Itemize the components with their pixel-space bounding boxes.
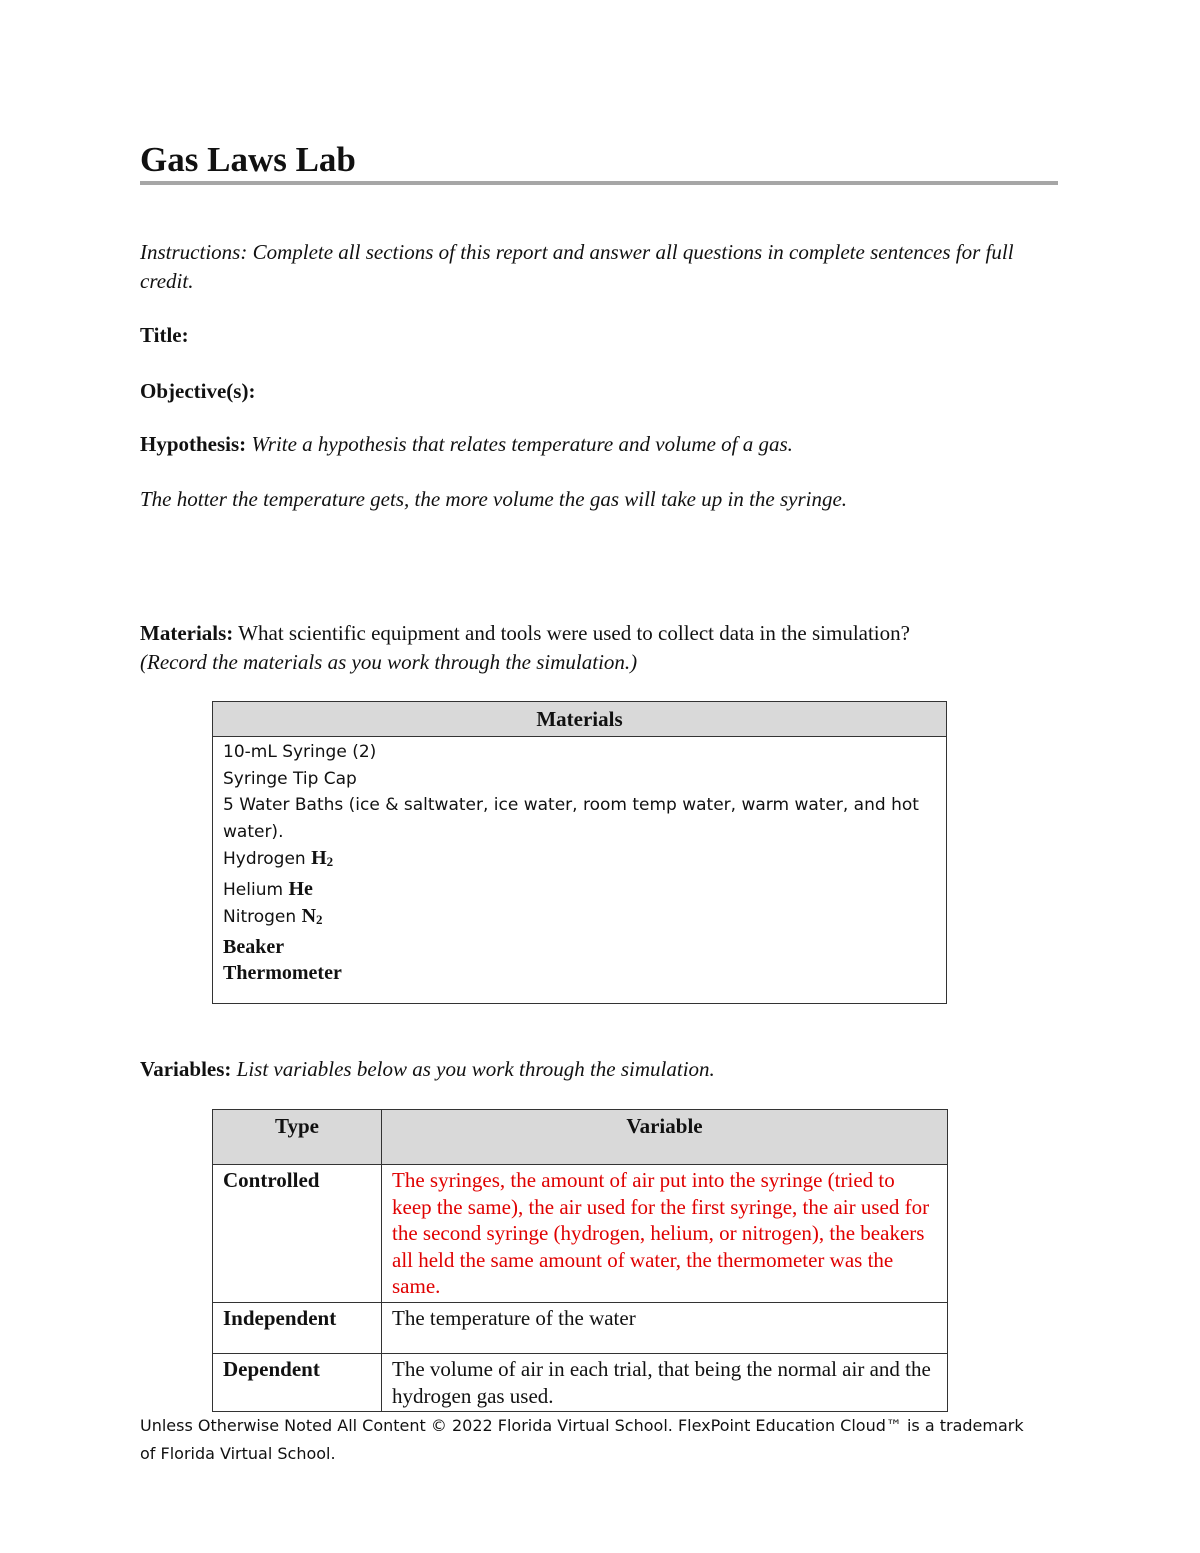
nitrogen-symbol: N [301,905,317,927]
material-item-helium [223,876,936,904]
materials-list [223,739,936,987]
hypothesis-answer: The hotter the temperature gets, the more volume the gas will take up in the syringe. [140,487,848,511]
hydrogen-label: Hydrogen [223,849,306,869]
materials-note: (Record the materials as you work through the simulation.) [140,650,638,674]
variables-label: Variables: [140,1057,232,1081]
hypothesis-prompt: Write a hypothesis that relates temperature and volume of a gas. [251,432,793,456]
variables-line [140,1055,715,1084]
material-item-thermometer: Thermometer [223,962,342,984]
copyright-footer: Unless Otherwise Noted All Content © 2022 Florida Virtual School. FlexPoint Education Cloud™ is a trademark of Florida Virtual School. [140,1416,1024,1463]
helium-formula: He [288,877,313,900]
variables-prompt: List variables below as you work through the simulation. [236,1057,715,1081]
table-row [213,1354,948,1412]
row-variable-controlled: The syringes, the amount of air put into the syringe (tried to keep the same), the air used for the first syringe, the air used for the second syringe (hydrogen, helium, or nitrogen), the beakers all held the same amount of water, the thermometer was the same. [382,1165,948,1303]
material-item-beaker: Beaker [223,935,285,958]
row-type-dependent: Dependent [213,1354,382,1412]
document-title: Gas Laws Lab [140,140,356,179]
objective-label: Objective(s): [140,379,256,403]
material-item-hydrogen [223,845,936,876]
hypothesis-line [140,430,793,459]
nitrogen-label: Nitrogen [223,907,297,927]
row-type-independent: Independent [213,1303,382,1354]
variables-header-variable: Variable [382,1110,948,1165]
materials-label: Materials: [140,621,234,645]
title-label: Title: [140,323,189,347]
row-variable-independent: The temperature of the water [382,1303,948,1354]
hydrogen-symbol: H [311,847,327,869]
row-variable-dependent: The volume of air in each trial, that being the normal air and the hydrogen gas used. [382,1354,948,1412]
hydrogen-formula [311,847,333,869]
table-row [213,1165,948,1303]
materials-line [140,619,910,648]
nitrogen-formula [302,905,323,927]
materials-table-header: Materials [213,702,947,737]
variables-table [212,1109,948,1412]
materials-prompt: What scientific equipment and tools were used to collect data in the simulation? [238,621,910,645]
nitrogen-subscript: 2 [316,912,323,927]
material-item-nitrogen [223,903,936,934]
material-item-water-baths: 5 Water Baths (ice & saltwater, ice water, room temp water, warm water, and hot water). [223,795,919,842]
material-item-tip-cap: Syringe Tip Cap [223,768,357,789]
helium-label: Helium [223,879,284,900]
row-type-controlled: Controlled [213,1165,382,1303]
title-underline [140,181,1058,185]
materials-table [212,701,947,1004]
hypothesis-label: Hypothesis: [140,432,247,456]
variables-header-type: Type [213,1110,382,1165]
instructions-text: Instructions: Complete all sections of this report and answer all questions in complete sentences for full credit. [140,240,1014,293]
material-item-syringe: 10-mL Syringe (2) [223,742,377,762]
hydrogen-subscript: 2 [326,854,334,869]
table-row [213,1303,948,1354]
materials-table-cell [213,737,947,1004]
